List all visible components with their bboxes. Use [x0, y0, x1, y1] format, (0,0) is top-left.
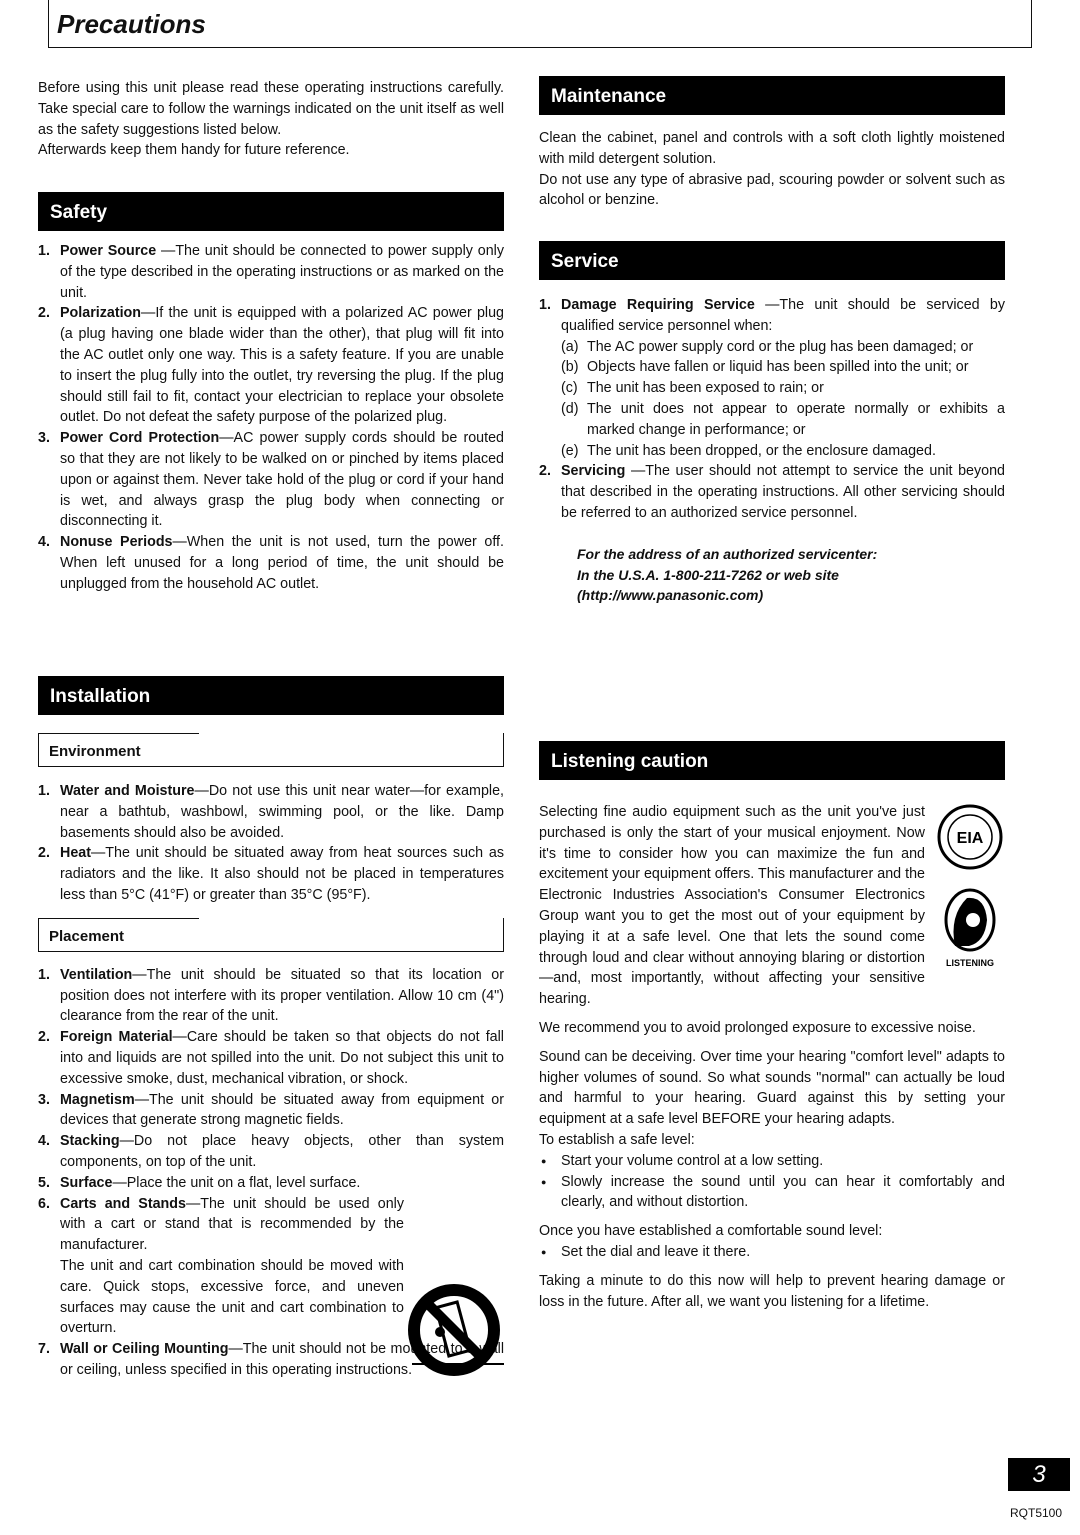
item-text: —The user should not attempt to service the unit beyond that described in the operating instructions. All other servicing should be referred to an authorized service personnel. [561, 463, 1005, 521]
item-number: 4. [38, 534, 50, 551]
sub-item [561, 441, 1005, 462]
item-title: Power Source [60, 243, 157, 259]
logo-float [925, 802, 1005, 988]
list-item [539, 461, 1005, 523]
environment-heading: Environment [38, 733, 504, 767]
listening-paragraph: We recommend you to avoid prolonged exposure to excessive noise. [539, 1019, 976, 1036]
item-title: Ventilation [60, 966, 133, 983]
page-number: 3 [1008, 1458, 1070, 1491]
sub-label: (b) [561, 359, 579, 376]
item-text: —The unit should be serviced by qualified service personnel when: [561, 297, 1005, 334]
item-number: 2. [38, 845, 50, 862]
item-number: 5. [38, 1174, 50, 1191]
item-text: —When the unit is not used, turn the power off. When left unused for a long period of time, the unit should be unplugged from the household AC outlet. [60, 534, 504, 592]
service-list [539, 295, 1005, 524]
item-title: Foreign Material [60, 1029, 173, 1046]
item-title: Surface [60, 1174, 113, 1191]
svg-text:EIA: EIA [956, 830, 984, 847]
list-item [38, 781, 504, 843]
list-item [38, 1173, 504, 1194]
listening-paragraph: To establish a safe level: [539, 1131, 695, 1148]
item-text: —The unit should be situated so that its location or position does not interfere with its proper ventilation. Allow 10 cm (4") clearance from the rear of the unit. [60, 966, 504, 1025]
list-item [38, 965, 504, 1027]
item-number: 2. [38, 1029, 50, 1046]
list-item [38, 843, 504, 905]
item-text: —The unit should be situated away from equipment or devices that generate strong magnetic fields. [60, 1091, 504, 1129]
sub-item [561, 357, 1005, 378]
item-title: Polarization [60, 305, 142, 322]
sub-item [561, 378, 1005, 399]
list-item [38, 428, 504, 532]
item-number: 3. [38, 430, 50, 447]
maintenance-heading: Maintenance [539, 76, 1005, 115]
item-text: —AC power supply cords should be routed so that they are not likely to be walked on or pinched by items placed upon or against them. Never take hold of the plug or cord if your hand is wet, and always grasp the plug body when connecting or disconnecting it. [60, 430, 504, 530]
cart-warning-icon [404, 1282, 508, 1378]
sub-item [561, 399, 1005, 441]
item-text: —The unit should be connected to power supply only of the type described in the operating instructions or as marked on the unit. [60, 243, 504, 301]
item-number: 2. [539, 463, 551, 480]
sub-label: (c) [561, 380, 578, 397]
environment-list [38, 781, 504, 906]
sub-label: (d) [561, 400, 579, 417]
item-number: 1. [38, 966, 50, 983]
item-text: —If the unit is equipped with a polarized AC power plug (a plug having one blade wider than the other), that plug will fit into the AC outlet only one way. This is a safety feature. If you are unable to insert the plug fully into the outlet, try reversing the plug. If the plug should still fail to fit, contact your electrician to replace your obsolete outlet. Do not defeat the safety purpose of the polarized plug. [60, 305, 504, 426]
list-item [38, 1027, 504, 1089]
installation-heading: Installation [38, 676, 504, 715]
list-item [38, 241, 504, 303]
bullet-item: ● Slowly increase the sound until you can hear it comfortably and clearly, and without distortion. [539, 1172, 1005, 1214]
listening-paragraph: Once you have established a comfortable sound level: [539, 1223, 883, 1240]
item-number: 1. [38, 243, 50, 259]
intro [38, 78, 504, 161]
sub-label: (e) [561, 442, 579, 459]
bullet-item: ● Set the dial and leave it there. [539, 1242, 1005, 1263]
item-extra: The unit and cart combination should be moved with care. Quick stops, excessive force, and uneven surfaces may cause the unit and cart combination to overturn. [60, 1257, 404, 1337]
website-link[interactable]: (http://www.panasonic.com) [577, 587, 764, 604]
listening-logo-icon [935, 886, 1005, 976]
item-title: Magnetism [60, 1091, 135, 1108]
item-number: 3. [38, 1091, 50, 1108]
item-title: Heat [60, 845, 91, 862]
item-text: —The unit should not be mounted to a wall or ceiling, unless specified in this operating instructions. [60, 1341, 505, 1378]
sub-text: The unit has been exposed to rain; or [587, 380, 824, 397]
safety-list [38, 241, 504, 595]
service-heading: Service [539, 241, 1005, 280]
sub-text: The AC power supply cord or the plug has been damaged; or [587, 338, 974, 355]
item-text: —Do not use this unit near water—for example, near a bathtub, washbowl, swimming pool, or the like. Damp basements should also be avoided. [60, 783, 504, 841]
item-text: —Do not place heavy objects, other than system components, on top of the unit. [60, 1133, 504, 1170]
listening-intro: Selecting fine audio equipment such as the unit you've just purchased is only the start of your musical enjoyment. Now it's time to consider how you can maximize the fun and excitement your equipment offers. This manufacturer and the Electronic Industries Association's Consumer Electronics Group want you to get the most out of your equipment by playing it at a safe level. One that lets the sound come through loud and clear without annoying blaring or distortion—and, most importantly, without affecting your sensitive hearing. [539, 804, 925, 1008]
sub-label: (a) [561, 338, 579, 355]
intro-paragraph: Afterwards keep them handy for future reference. [38, 142, 350, 159]
maintenance-paragraph: Clean the cabinet, panel and controls with a soft cloth lightly moistened with mild detergent solution. [539, 130, 1005, 167]
sub-text: Objects have fallen or liquid has been spilled into the unit; or [587, 359, 969, 376]
item-title: Water and Moisture [60, 783, 195, 799]
item-text: —The unit should be situated away from heat sources such as radiators and the like. It also should not be placed in temperatures less than 5°C (41°F) or greater than 35°C (95°F). [60, 845, 504, 903]
list-item [38, 303, 504, 428]
page-title: Precautions [57, 9, 206, 39]
address-line: For the address of an authorized servicenter: [577, 545, 878, 562]
item-title: Servicing [561, 463, 626, 480]
sub-text: The unit has been dropped, or the enclosure damaged. [587, 442, 936, 459]
maintenance-section [539, 76, 1005, 211]
item-number: 6. [38, 1195, 50, 1212]
item-title: Power Cord Protection [60, 430, 220, 447]
item-number: 4. [38, 1133, 50, 1150]
sub-item [561, 337, 1005, 358]
item-text: —The unit should be used only with a cart or stand that is recommended by the manufacturer. [60, 1195, 404, 1254]
item-title: Nonuse Periods [60, 534, 173, 551]
listening-paragraph: Taking a minute to do this now will help to prevent hearing damage or loss in the future. After all, we want you listening for a lifetime. [539, 1272, 1005, 1310]
list-item [38, 532, 504, 594]
title-box [48, 0, 1032, 48]
sub-text: The unit does not appear to operate normally or exhibits a marked change in performance; or [587, 400, 1005, 438]
safety-section [38, 192, 504, 595]
item-number: 1. [539, 297, 551, 313]
item-number: 2. [38, 305, 50, 322]
list-item [38, 1131, 504, 1173]
item-title: Damage Requiring Service [561, 297, 755, 313]
installation-section [38, 676, 504, 1381]
item-text: —Care should be taken so that objects do not fall into and liquids are not spilled into the unit. Do not subject this unit to excessive smoke, dust, mechanical vibration, or shock. [60, 1029, 504, 1087]
item-title: Stacking [60, 1133, 120, 1150]
listening-section [539, 741, 1005, 1312]
address-line: In the U.S.A. 1-800-211-7262 or web site [577, 566, 839, 583]
listening-heading: Listening caution [539, 741, 1005, 780]
eia-seal-icon [935, 802, 1005, 872]
safety-heading: Safety [38, 192, 504, 231]
item-title: Carts and Stands [60, 1195, 186, 1212]
maintenance-paragraph: Do not use any type of abrasive pad, scouring powder or solvent such as alcohol or benzine. [539, 171, 1005, 209]
item-title: Wall or Ceiling Mounting [60, 1341, 229, 1358]
listening-paragraph: Sound can be deceiving. Over time your hearing "comfort level" adapts to higher volumes of sound. So what sounds "normal" can actually be loud and harmful to your hearing. Guard against this by setting your equipment at a safe level BEFORE your hearing adapts. [539, 1048, 1005, 1128]
service-section [539, 241, 1005, 606]
svg-text:LISTENING: LISTENING [945, 958, 995, 968]
bullet-item: ● Start your volume control at a low setting. [539, 1151, 1005, 1172]
list-item [38, 1090, 504, 1132]
document-code: RQT5100 [1010, 1506, 1063, 1520]
item-number: 1. [38, 783, 50, 799]
list-item [539, 295, 1005, 461]
placement-heading: Placement [38, 918, 504, 952]
item-number: 7. [38, 1341, 50, 1358]
intro-paragraph: Before using this unit please read these operating instructions carefully. Take special care to follow the warnings indicated on the unit itself as well as the safety suggestions listed below. [38, 80, 504, 138]
item-text: —Place the unit on a flat, level surface. [112, 1174, 361, 1191]
